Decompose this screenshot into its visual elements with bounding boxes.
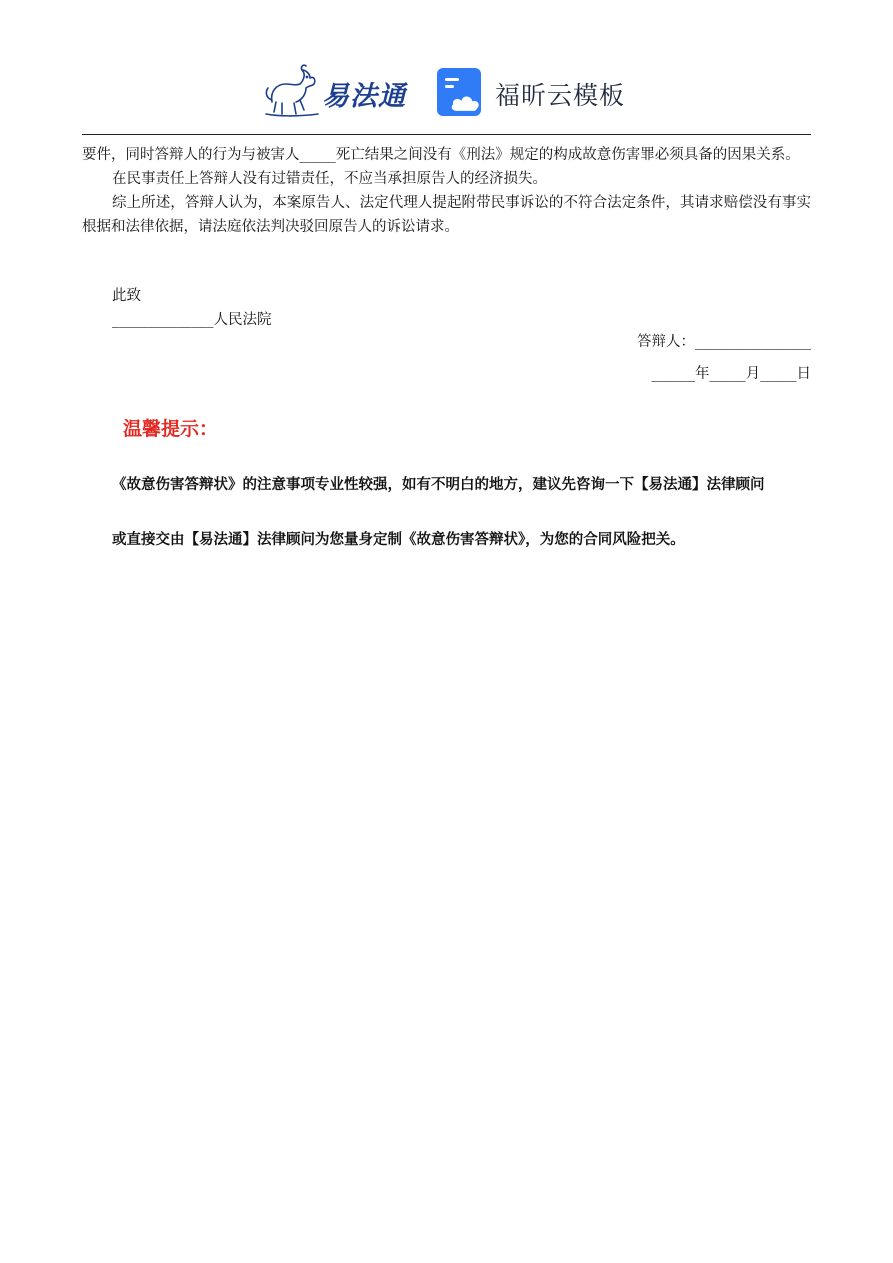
header-divider <box>82 134 811 135</box>
salutation-block <box>112 284 272 332</box>
salutation-text: 此致 <box>112 288 141 304</box>
fuxin-brand-text: 福昕云模板 <box>495 81 626 110</box>
tip-title: 温馨提示： <box>123 418 219 440</box>
tip-text-line: 《故意伤害答辩状》的注意事项专业性较强，如有不明白的地方，建议先咨询一下【易法通】法律顾问 <box>112 476 765 493</box>
body-paragraph: 要件，同时答辩人的行为与被害人_____死亡结果之间没有《刑法》规定的构成故意伤害罪必须具备的因果关系。 <box>82 147 800 163</box>
fuxin-logo <box>435 64 635 118</box>
court-line: ______________人民法院 <box>112 312 272 328</box>
date-line: ______年_____月_____日 <box>651 366 811 382</box>
yifatong-logo <box>262 62 414 120</box>
body-paragraph: 综上所述，答辩人认为，本案原告人、法定代理人提起附带民事诉讼的不符合法定条件，其请求赔偿没有事实根据和法律依据，请法庭依法判决驳回原告人的诉讼请求。 <box>82 195 811 235</box>
document-body <box>82 143 811 239</box>
tip-text-line: 或直接交由【易法通】法律顾问为您量身定制《故意伤害答辩状》，为您的合同风险把关。 <box>112 531 685 548</box>
yifatong-brand-text: 易法通 <box>322 81 406 112</box>
body-paragraph: 在民事责任上答辩人没有过错责任，不应当承担原告人的经济损失。 <box>112 171 547 187</box>
signature-block <box>637 330 811 386</box>
respondent-line: 答辩人：________________ <box>637 334 811 350</box>
cloud-document-icon <box>435 66 487 118</box>
page-header <box>0 60 893 122</box>
qilin-icon <box>262 62 322 120</box>
